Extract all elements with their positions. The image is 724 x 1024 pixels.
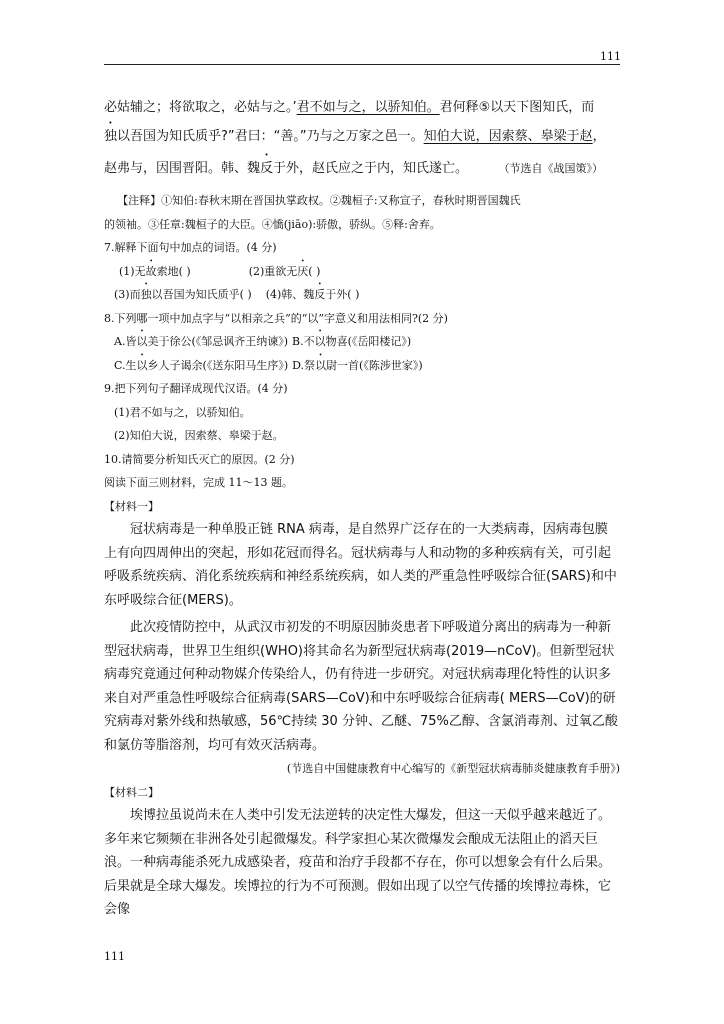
dotted-char: 以 <box>315 358 327 372</box>
text: 于外，赵氏应之于内，知氏遂亡。 <box>273 161 469 176</box>
text: 于外( ) <box>325 288 360 301</box>
reading-intro: 阅读下面三则材料，完成 11～13 题。 <box>104 476 293 489</box>
q9-stem: 9.把下列句子翻译成现代汉语。(4 分) <box>104 382 288 395</box>
text: 物喜(《岳阳楼记》) <box>325 335 412 348</box>
passage-line-3 <box>104 154 620 183</box>
header-page-number: 111 <box>600 50 621 63</box>
dotted-char: 反 <box>260 161 274 176</box>
text: B.不 <box>292 335 315 348</box>
text: 必姑辅之；将欲取之，必姑与之。’ <box>104 100 297 115</box>
passage-source: （节选自《战国策》） <box>504 162 604 175</box>
q7-stem: 7.解释下面句中加点的词语。(4 分) <box>104 241 277 254</box>
q7-row-2 <box>104 283 620 307</box>
text: A.皆 <box>114 335 137 348</box>
notes-line-2: 的领袖。③任章:魏桓子的大臣。④憍(jiāo):骄傲，骄纵。⑤释:舍弃。 <box>104 217 441 231</box>
text: (1)无 <box>119 264 146 278</box>
q8-row-2 <box>104 354 620 378</box>
text: ， <box>592 129 606 144</box>
text: 以吾国为知氏质乎( ) <box>151 288 252 301</box>
text: C.生 <box>114 358 137 372</box>
text: 尉一首(《陈涉世家》) <box>326 358 423 372</box>
dotted-char: 反 <box>314 288 326 301</box>
q7-row-1 <box>104 260 620 284</box>
dotted-char: 独 <box>140 288 152 301</box>
material-1-paragraph-1: 冠状病毒是一种单股正链 RNA 病毒，是自然界广泛存在的一大类病毒，因病毒包膜上有向四周伸出的突起，形如花冠而得名。冠状病毒与人和动物的多种疾病有关，可引起呼吸系统疾病、消化系统疾病和神经系统疾病，如人类的严重急性呼吸综合征(SARS)和中东呼吸综合征(MERS)。 <box>104 522 617 608</box>
text: 赵弗与，因围晋阳。韩、魏 <box>104 161 261 176</box>
material-1-source: (节选自中国健康教育中心编写的《新型冠状病毒肺炎健康教育手册》) <box>286 762 620 775</box>
text: (2)重欲无 <box>248 264 298 278</box>
dotted-char: 独 <box>104 129 118 144</box>
q8-row-1 <box>104 330 620 354</box>
text: 以吾国为知氏质乎?”君曰：“善。”乃与之万家之邑一。 <box>117 129 424 144</box>
text: 乡人子谒余(《送东阳马生序》) <box>147 358 289 372</box>
text: 美于徐公(《邹忌讽齐王纳谏》) <box>147 335 289 348</box>
passage-line-1 <box>104 93 620 122</box>
dotted-char: 以 <box>136 358 148 372</box>
underlined-sentence-2: 知伯大说，因索蔡、皋梁于赵 <box>423 129 593 144</box>
dotted-char: 以 <box>314 335 326 348</box>
text: 索地( ) <box>156 264 191 278</box>
q10-stem: 10.请简要分析知氏灭亡的原因。(2 分) <box>104 452 295 466</box>
footer-page-number: 111 <box>104 950 125 963</box>
material-2-title: 【材料二】 <box>104 785 159 799</box>
underlined-sentence-1: 君不如与之，以骄知伯。 <box>296 100 440 115</box>
text: (3)而 <box>114 288 141 301</box>
dotted-char: 故 <box>145 264 157 278</box>
q9-sentence-1: (1)君不如与之，以骄知伯。 <box>114 405 251 419</box>
dotted-char: 以 <box>136 335 148 348</box>
notes-line-1: 【注释】①知伯:春秋末期在晋国执掌政权。②魏桓子:又称宣子，春秋时期晋国魏氏 <box>117 194 521 207</box>
dotted-char: 厌 <box>297 264 309 278</box>
text: 君何释⑤以天下图知氏，而 <box>439 100 595 115</box>
material-1-title: 【材料一】 <box>104 499 159 513</box>
page-content <box>104 93 620 922</box>
material-1-paragraph-2: 此次疫情防控中，从武汉市初发的不明原因肺炎患者下呼吸道分离出的病毒为一种新型冠状病毒，世界卫生组织(WHO)将其命名为新型冠状病毒(2019—nCoV)。但新型冠状病毒究竟通过何种动物媒介传染给人，仍有待进一步研究。对冠状病毒理化特性的认识多来自对严重急性呼吸综合征病毒(SARS—CoV)和中东呼吸综合征病毒( MERS—CoV)的研究病毒对紫外线和热敏感，56℃持续 30 分钟、乙醚、75%乙醇、含氯消毒剂、过氧乙酸和氯仿等脂溶剂，均可有效灭活病毒。 <box>104 620 618 753</box>
material-2-paragraph-1: 埃博拉虽说尚未在人类中引发无法逆转的决定性大爆发，但这一天似乎越来越近了。多年来它频频在非洲各处引起微爆发。科学家担心某次微爆发会酿成无法阻止的滔天巨浪。一种病毒能杀死九成感染者，疫苗和治疗手段都不存在，你可以想象会有什么后果。后果就是全球大爆发。埃博拉的行为不可预测。假如出现了以空气传播的埃博拉毒株，它会像 <box>104 808 612 917</box>
q8-stem: 8.下列哪一项中加点字与“以相亲之兵”的“以”字意义和用法相同?(2 分) <box>104 311 448 325</box>
text: (4)韩、魏 <box>265 288 315 301</box>
header-rule <box>104 64 620 65</box>
q9-sentence-2: (2)知伯大说，因索蔡、皋梁于赵。 <box>114 429 284 442</box>
text: ( ) <box>308 264 321 278</box>
passage-line-2 <box>104 122 620 151</box>
text: D.祭 <box>292 358 316 372</box>
